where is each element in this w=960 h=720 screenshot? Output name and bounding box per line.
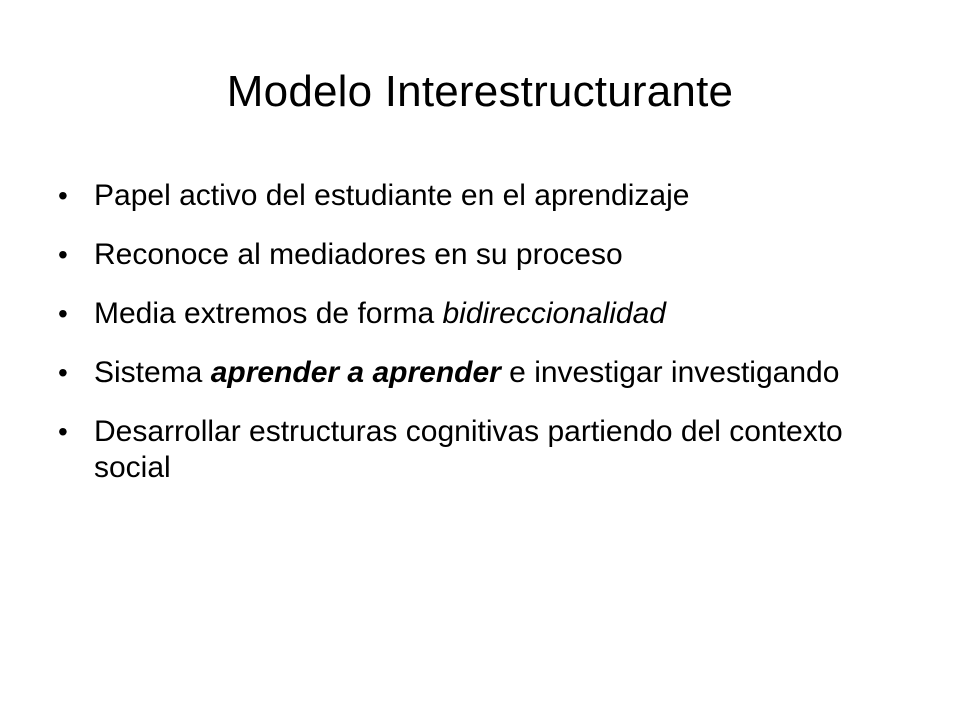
bullet-text: e investigar investigando — [500, 356, 840, 389]
bullet-item — [56, 237, 896, 273]
bullet-text: Media extremos de forma — [94, 297, 443, 330]
bullet-text: Desarrollar estructuras cognitivas partiendo del contexto social — [94, 415, 843, 484]
bullet-dot-icon: • — [58, 357, 68, 388]
bullet-item — [56, 178, 896, 214]
bullet-dot-icon: • — [58, 180, 68, 211]
slide-title: Modelo Interestructurante — [226, 67, 734, 116]
bullet-dot-icon: • — [58, 416, 68, 447]
bullet-item — [56, 296, 896, 332]
bullet-text: Sistema — [94, 356, 211, 389]
bullet-item — [56, 414, 896, 486]
bullet-dot-icon: • — [58, 239, 68, 270]
bullet-item — [56, 355, 896, 391]
bullet-dot-icon: • — [58, 298, 68, 329]
bullet-text-italic: bidireccionalidad — [442, 297, 666, 330]
bullet-text: Papel activo del estudiante en el aprendizaje — [94, 179, 690, 212]
bullet-text-bold-italic: aprender a aprender — [210, 356, 501, 389]
bullet-list — [56, 178, 896, 509]
bullet-text: Reconoce al mediadores en su proceso — [94, 238, 623, 271]
